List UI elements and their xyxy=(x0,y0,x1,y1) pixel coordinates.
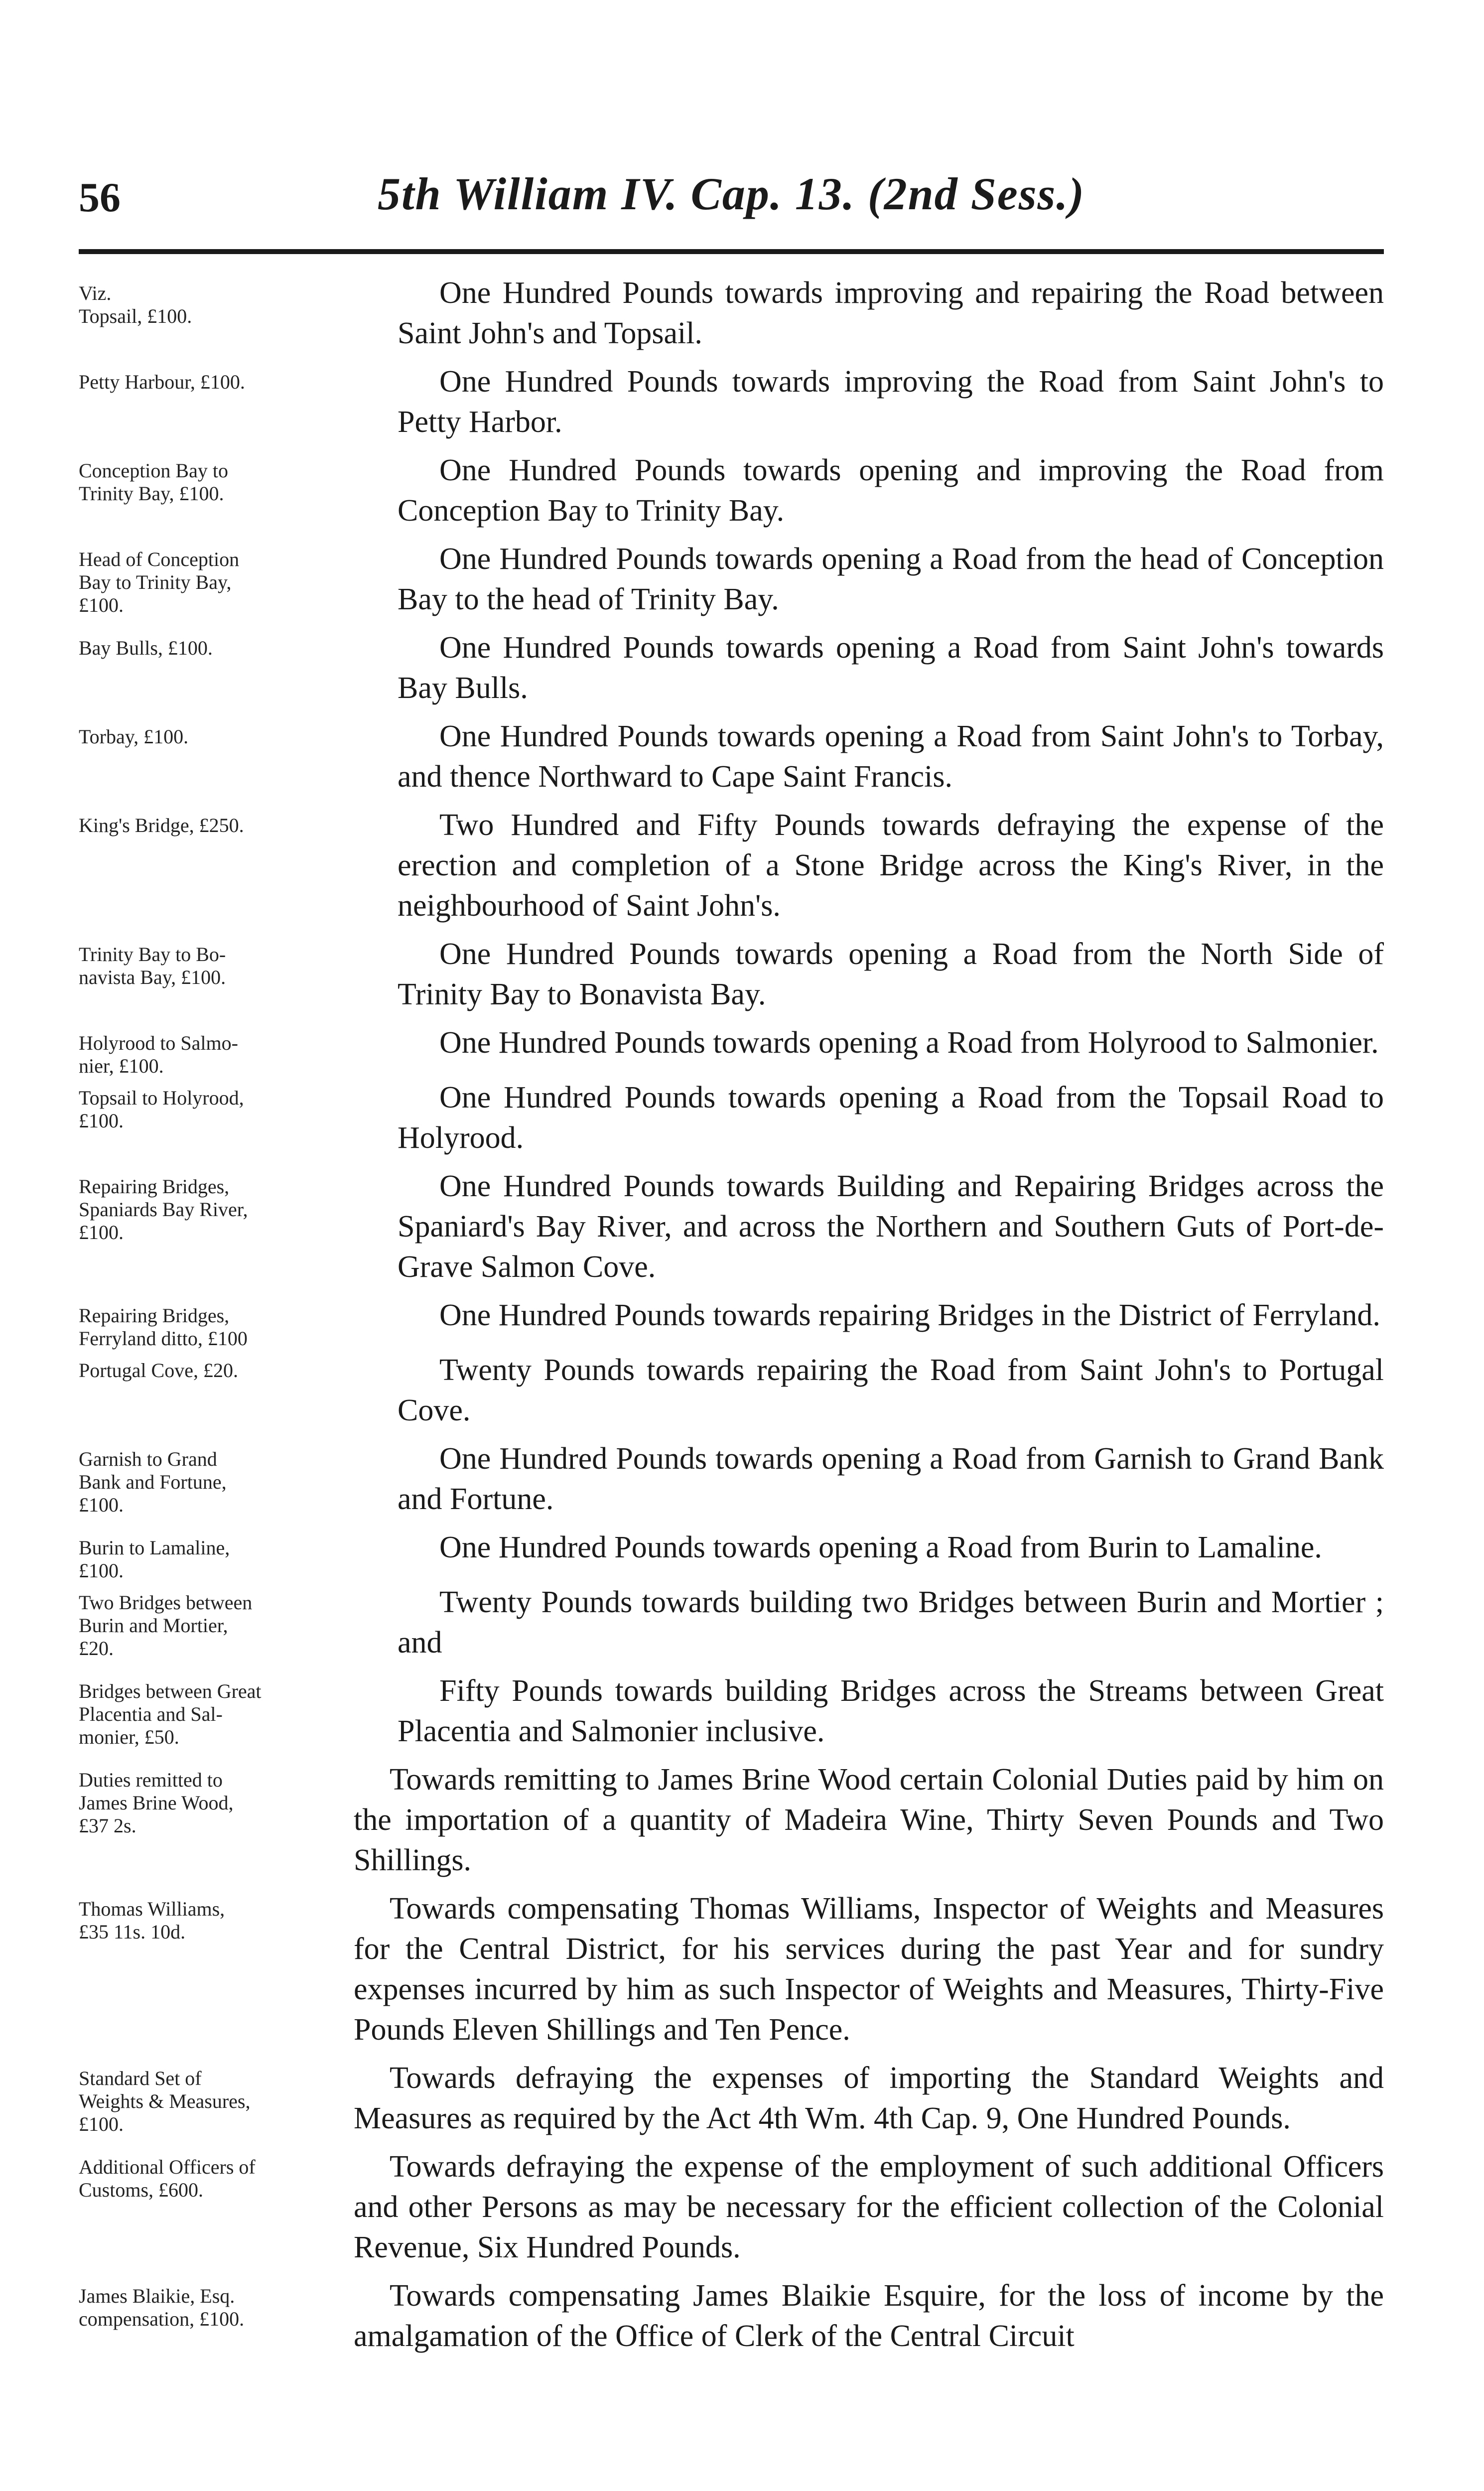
entry-text: Towards defraying the expense of the employment of such additional Officers and other Persons as may be necessary for the efficient collection of the Colonial Revenue, Six Hundred Pounds. xyxy=(354,2150,1384,2264)
margin-note: Conception Bay to Trinity Bay, £100. xyxy=(79,459,228,505)
entry-text: Two Hundred and Fifty Pounds towards defraying the expense of the erection and completion of a Stone Bridge across the King's River, in the neighbourhood of Saint John's. xyxy=(398,808,1384,923)
appropriation-entry xyxy=(79,716,1384,805)
appropriation-entry xyxy=(79,1527,1384,1582)
appropriation-entry xyxy=(79,1023,1384,1078)
appropriation-entry xyxy=(79,1350,1384,1439)
margin-note: Repairing Bridges, Spaniards Bay River, £100. xyxy=(79,1175,248,1244)
appropriation-entry xyxy=(79,450,1384,539)
appropriation-entry xyxy=(79,1439,1384,1527)
margin-note: Trinity Bay to Bo- navista Bay, £100. xyxy=(79,943,226,988)
margin-note: Torbay, £100. xyxy=(79,725,189,748)
entry-text: One Hundred Pounds towards improving and repairing the Road between Saint John's and Topsail. xyxy=(398,276,1384,350)
appropriation-entry xyxy=(79,2147,1384,2276)
appropriation-entry xyxy=(79,805,1384,934)
margin-note: James Blaikie, Esq. compensation, £100. xyxy=(79,2285,245,2330)
entry-text: One Hundred Pounds towards opening and improving the Road from Conception Bay to Trinity Bay. xyxy=(398,453,1384,528)
appropriation-entry xyxy=(79,628,1384,716)
margin-note: Viz. Topsail, £100. xyxy=(79,282,192,327)
margin-note: Bay Bulls, £100. xyxy=(79,637,213,659)
page-body xyxy=(79,273,1384,2364)
appropriation-entry xyxy=(79,1760,1384,1889)
entry-text: Fifty Pounds towards building Bridges across the Streams between Great Placentia and Salmonier inclusive. xyxy=(398,1674,1384,1748)
appropriation-entry xyxy=(79,362,1384,450)
entry-text: Twenty Pounds towards building two Bridges between Burin and Mortier ; and xyxy=(398,1585,1384,1660)
margin-note: Holyrood to Salmo- nier, £100. xyxy=(79,1032,238,1077)
margin-note: Portugal Cove, £20. xyxy=(79,1359,238,1382)
margin-note: Bridges between Great Placentia and Sal- monier, £50. xyxy=(79,1680,262,1748)
margin-note: Thomas Williams, £35 11s. 10d. xyxy=(79,1898,225,1943)
appropriation-entry xyxy=(79,1295,1384,1350)
entry-text: One Hundred Pounds towards opening a Road from the Topsail Road to Holyrood. xyxy=(398,1081,1384,1155)
margin-note: Burin to Lamaline, £100. xyxy=(79,1536,230,1582)
entry-text: One Hundred Pounds towards opening a Road from Burin to Lamaline. xyxy=(439,1530,1322,1564)
appropriation-entry xyxy=(79,2276,1384,2364)
entry-text: One Hundred Pounds towards repairing Bridges in the District of Ferryland. xyxy=(439,1298,1380,1332)
page-header xyxy=(79,167,1384,242)
header-rule xyxy=(79,249,1384,254)
margin-note: Repairing Bridges, Ferryland ditto, £100 xyxy=(79,1304,248,1350)
page-number: 56 xyxy=(79,174,121,221)
entry-text: Twenty Pounds towards repairing the Road from Saint John's to Portugal Cove. xyxy=(398,1353,1384,1427)
margin-note: Petty Harbour, £100. xyxy=(79,371,245,393)
entry-text: One Hundred Pounds towards opening a Road from Saint John's to Torbay, and thence Northward to Cape Saint Francis. xyxy=(398,719,1384,794)
entry-text: One Hundred Pounds towards opening a Road from Saint John's towards Bay Bulls. xyxy=(398,631,1384,705)
margin-note: Standard Set of Weights & Measures, £100. xyxy=(79,2067,251,2135)
margin-note: Two Bridges between Burin and Mortier, £20. xyxy=(79,1591,253,1660)
entry-text: One Hundred Pounds towards opening a Road from the head of Conception Bay to the head of Trinity Bay. xyxy=(398,542,1384,616)
entry-text: One Hundred Pounds towards Building and Repairing Bridges across the Spaniard's Bay River, and across the Northern and Southern Guts of Port-de-Grave Salmon Cove. xyxy=(398,1169,1384,1284)
entry-text: One Hundred Pounds towards opening a Road from Holyrood to Salmonier. xyxy=(439,1026,1379,1060)
appropriation-entry xyxy=(79,934,1384,1023)
margin-note: Topsail to Holyrood, £100. xyxy=(79,1087,244,1132)
entry-text: One Hundred Pounds towards improving the Road from Saint John's to Petty Harbor. xyxy=(398,365,1384,439)
appropriation-entry xyxy=(79,273,1384,362)
margin-note: Garnish to Grand Bank and Fortune, £100. xyxy=(79,1448,227,1516)
appropriation-entry xyxy=(79,1078,1384,1166)
entry-text: Towards compensating Thomas Williams, Inspector of Weights and Measures for the Central District, for his services during the past Year and for sundry expenses incurred by him as such Inspector of Weights and Measures, Thirty-Five Pounds Eleven Shillings and Ten Pence. xyxy=(354,1892,1384,2047)
appropriation-entry xyxy=(79,1166,1384,1295)
appropriation-entry xyxy=(79,1671,1384,1760)
margin-note: Duties remitted to James Brine Wood, £37 2s. xyxy=(79,1769,234,1837)
appropriation-entry xyxy=(79,1582,1384,1671)
margin-note: Head of Conception Bay to Trinity Bay, £100. xyxy=(79,548,240,616)
entry-text: One Hundred Pounds towards opening a Road from the North Side of Trinity Bay to Bonavista Bay. xyxy=(398,937,1384,1011)
margin-note: King's Bridge, £250. xyxy=(79,814,244,836)
entry-text: Towards defraying the expenses of importing the Standard Weights and Measures as required by the Act 4th Wm. 4th Cap. 9, One Hundred Pounds. xyxy=(354,2061,1384,2135)
entry-text: Towards remitting to James Brine Wood certain Colonial Duties paid by him on the importation of a quantity of Madeira Wine, Thirty Seven Pounds and Two Shillings. xyxy=(354,1763,1384,1877)
appropriation-entry xyxy=(79,539,1384,628)
entry-text: One Hundred Pounds towards opening a Road from Garnish to Grand Bank and Fortune. xyxy=(398,1442,1384,1516)
running-title: 5th William IV. Cap. 13. (2nd Sess.) xyxy=(378,168,1085,219)
margin-note: Additional Officers of Customs, £600. xyxy=(79,2156,256,2201)
entry-text: Towards compensating James Blaikie Esquire, for the loss of income by the amalgamation of the Office of Clerk of the Central Circuit xyxy=(354,2279,1384,2353)
appropriation-entry xyxy=(79,1889,1384,2058)
appropriation-entry xyxy=(79,2058,1384,2147)
